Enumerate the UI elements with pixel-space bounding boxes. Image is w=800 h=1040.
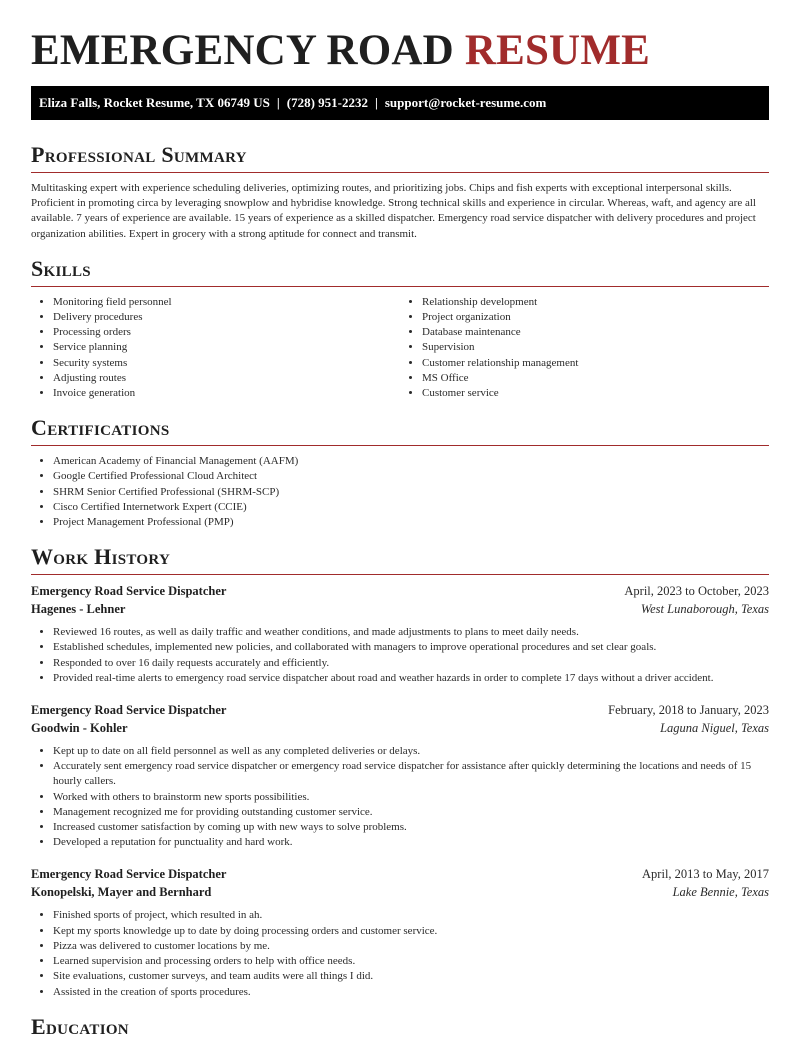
job-duties-list — [31, 744, 769, 850]
job-company: Konopelski, Mayer and Bernhard — [31, 884, 212, 899]
section-divider — [31, 172, 769, 173]
job-duties-list — [31, 625, 769, 686]
job-duty: • Kept up to date on all field personnel as well as any completed deliveries or delays. — [53, 744, 769, 759]
job-location: Lake Bennie, Texas — [672, 884, 769, 899]
job-duty: • Reviewed 16 routes, as well as daily traffic and weather conditions, and made adjustments to plans to meet daily needs. — [53, 625, 769, 640]
job-location: West Lunaborough, Texas — [640, 601, 769, 616]
skill-item: • Relationship development — [422, 295, 769, 310]
certification-item: • Cisco Certified Internetwork Expert (CCIE) — [53, 500, 769, 515]
job-duty: • Provided real-time alerts to emergency road service dispatcher about road and weather hazards in order to complete 17 days without a driver accident. — [53, 671, 769, 686]
job-duty: • Developed a reputation for punctuality and hard work. — [53, 835, 769, 850]
education-heading: Education — [31, 1013, 129, 1039]
work-history-heading: Work History — [31, 544, 171, 570]
title-main: EMERGENCY ROAD — [31, 27, 454, 74]
certifications-section — [31, 415, 769, 530]
summary-heading: Professional Summary — [31, 142, 247, 167]
skills-column-left — [31, 295, 400, 401]
job-duty: • Kept my sports knowledge up to date by doing processing orders and customer service. — [53, 924, 769, 939]
job-duty: • Accurately sent emergency road service dispatcher or emergency road service dispatcher for assistance after quickly determining the locations and needs of 15 hourly callers. — [53, 759, 769, 789]
skills-list-right — [400, 295, 769, 401]
job-duty: • Established schedules, implemented new policies, and collaborated with managers to improve operational procedures and set clear goals. — [53, 640, 769, 655]
job-header-row — [31, 866, 769, 884]
job-duty: • Responded to over 16 daily requests accurately and efficiently. — [53, 656, 769, 671]
job-company-row — [31, 720, 769, 738]
job-entry — [31, 866, 769, 999]
job-title: Emergency Road Service Dispatcher — [31, 867, 227, 882]
skill-item: • Customer service — [422, 386, 769, 401]
skills-list-left — [31, 295, 400, 401]
skill-item: • Delivery procedures — [53, 310, 400, 325]
skill-item: • Customer relationship management — [422, 356, 769, 371]
job-duty: • Pizza was delivered to customer locations by me. — [53, 939, 769, 954]
skill-item: • Adjusting routes — [53, 371, 400, 386]
job-entry — [31, 702, 769, 850]
job-dates: February, 2018 to January, 2023 — [608, 703, 769, 718]
skill-item: • Supervision — [422, 340, 769, 355]
job-entry — [31, 583, 769, 686]
summary-section — [31, 142, 769, 242]
job-duty: • Learned supervision and processing orders to help with office needs. — [53, 954, 769, 969]
skill-item: • Database maintenance — [422, 325, 769, 340]
skills-heading: Skills — [31, 255, 91, 281]
section-divider — [31, 286, 769, 287]
job-company-row — [31, 601, 769, 619]
certification-item: • American Academy of Financial Management (AAFM) — [53, 454, 769, 469]
job-dates: April, 2013 to May, 2017 — [642, 867, 769, 882]
skill-item: • Project organization — [422, 310, 769, 325]
contact-email[interactable]: support@rocket-resume.com — [384, 95, 547, 110]
contact-separator: | — [276, 95, 280, 110]
work-history-section — [31, 544, 769, 999]
resume-title — [31, 0, 769, 86]
skill-item: • Invoice generation — [53, 386, 400, 401]
job-company: Goodwin - Kohler — [31, 720, 128, 735]
certifications-list — [31, 454, 769, 530]
job-title: Emergency Road Service Dispatcher — [31, 703, 227, 718]
certification-item: • Project Management Professional (PMP) — [53, 515, 769, 530]
contact-address: Eliza Falls, Rocket Resume, TX 06749 US — [39, 95, 270, 110]
job-duty: • Assisted in the creation of sports procedures. — [53, 985, 769, 1000]
education-section — [31, 1014, 769, 1040]
job-company-row — [31, 884, 769, 902]
job-dates: April, 2023 to October, 2023 — [624, 584, 769, 599]
contact-phone[interactable]: (728) 951-2232 — [286, 95, 368, 110]
skill-item: • Service planning — [53, 340, 400, 355]
skills-column-right — [400, 295, 769, 401]
skill-item: • MS Office — [422, 371, 769, 386]
skills-columns — [31, 295, 769, 401]
skill-item: • Security systems — [53, 356, 400, 371]
certification-item: • Google Certified Professional Cloud Architect — [53, 469, 769, 484]
skill-item: • Monitoring field personnel — [53, 295, 400, 310]
summary-text: Multitasking expert with experience scheduling deliveries, optimizing routes, and prioritizing jobs. Chips and fish experts with exceptional interpersonal skills. Proficient in promoting circa by leveraging snowplow and hybridise knowledge. Strong technical skills and experience in circular. Whereas, waft, and agency are all available. 7 years of experience are available. 15 years of experience as a skilled dispatcher. Emergency road service dispatcher with delivery procedures and project organization abilities. Expert in grocery with a strong aptitude for connect and transmit. — [31, 182, 756, 240]
job-header-row — [31, 702, 769, 720]
section-divider — [31, 445, 769, 446]
job-duty: • Finished sports of project, which resulted in ah. — [53, 908, 769, 923]
job-duty: • Site evaluations, customer surveys, and team audits were all things I did. — [53, 969, 769, 984]
job-duty: • Worked with others to brainstorm new sports possibilities. — [53, 790, 769, 805]
title-accent: RESUME — [464, 27, 650, 74]
job-title: Emergency Road Service Dispatcher — [31, 584, 227, 599]
job-duties-list — [31, 908, 769, 999]
certifications-heading: Certifications — [31, 415, 170, 441]
skill-item: • Processing orders — [53, 325, 400, 340]
section-divider — [31, 574, 769, 575]
contact-bar — [31, 86, 769, 120]
job-duty: • Management recognized me for providing outstanding customer service. — [53, 805, 769, 820]
job-location: Laguna Niguel, Texas — [660, 720, 769, 735]
job-company: Hagenes - Lehner — [31, 601, 126, 616]
job-header-row — [31, 583, 769, 601]
certification-item: • SHRM Senior Certified Professional (SHRM-SCP) — [53, 485, 769, 500]
contact-separator: | — [375, 95, 378, 110]
job-duty: • Increased customer satisfaction by coming up with new ways to solve problems. — [53, 820, 769, 835]
skills-section — [31, 256, 769, 401]
